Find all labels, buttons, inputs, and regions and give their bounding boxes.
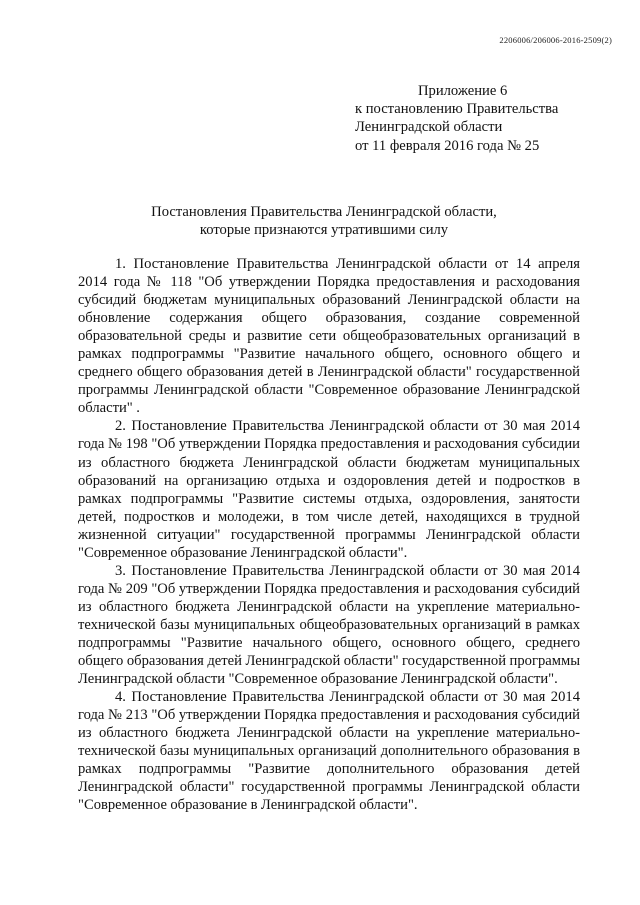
document-body [78, 255, 580, 814]
list-item: 1. Постановление Правительства Ленинградской области от 14 апреля 2014 года № 118 "Об утверждении Порядка предоставления и расходования субсидий бюджетам муниципальных образований Ленинградской области на обновление содержания общего образования, создание современной образовательной среды и развитие сети общеобразовательных организаций в рамках подпрограммы "Развитие начального общего, основного общего и среднего общего образования детей в Ленинградской области" государственной программы Ленинградской области "Современное образование Ленинградской области" . [78, 256, 580, 417]
list-item: 3. Постановление Правительства Ленинградской области от 30 мая 2014 года № 209 "Об утверждении Порядка предоставления и расходования субсидий из областного бюджета Ленинградской области на укрепление материально-технической базы муниципальных общеобразовательных организаций в рамках подпрограммы "Развитие начального общего, основного общего, среднего общего образования детей Ленинградской области" государственной программы Ленинградской области "Современное образование Ленинградской области". [78, 562, 580, 688]
list-item: 2. Постановление Правительства Ленинградской области от 30 мая 2014 года № 198 "Об утверждении Порядка предоставления и расходования субсидии из областного бюджета Ленинградской области бюджетам муниципальных образований на организацию отдыха и оздоровления детей и подростков в рамках подпрограммы "Развитие системы отдыха, оздоровления, занятости детей, подростков и молодежи, в том числе детей, находящихся в трудной жизненной ситуации" государственной программы Ленинградской области "Современное образование Ленинградской области". [78, 418, 580, 561]
title-line: которые признаются утратившими силу [199, 222, 449, 238]
appendix-line: Ленинградской области [355, 119, 503, 136]
appendix-line: Приложение 6 [418, 83, 508, 99]
title-line: Постановления Правительства Ленинградской области, [151, 204, 497, 220]
document-title [78, 203, 570, 239]
document-code: 2206006/206006-2016-2509(2) [499, 35, 612, 45]
list-item: 4. Постановление Правительства Ленинградской области от 30 мая 2014 года № 213 "Об утверждении Порядка предоставления и расходования субсидий из областного бюджета Ленинградской области на укрепление материально-технической базы муниципальных организаций дополнительного образования в рамках подпрограммы "Развитие дополнительного образования детей Ленинградской области" государственной программы Ленинградской области "Современное образование в Ленинградской области". [78, 689, 580, 814]
appendix-line: к постановлению Правительства [355, 101, 559, 118]
appendix-header [355, 82, 615, 155]
appendix-line: от 11 февраля 2016 года № 25 [355, 137, 540, 154]
